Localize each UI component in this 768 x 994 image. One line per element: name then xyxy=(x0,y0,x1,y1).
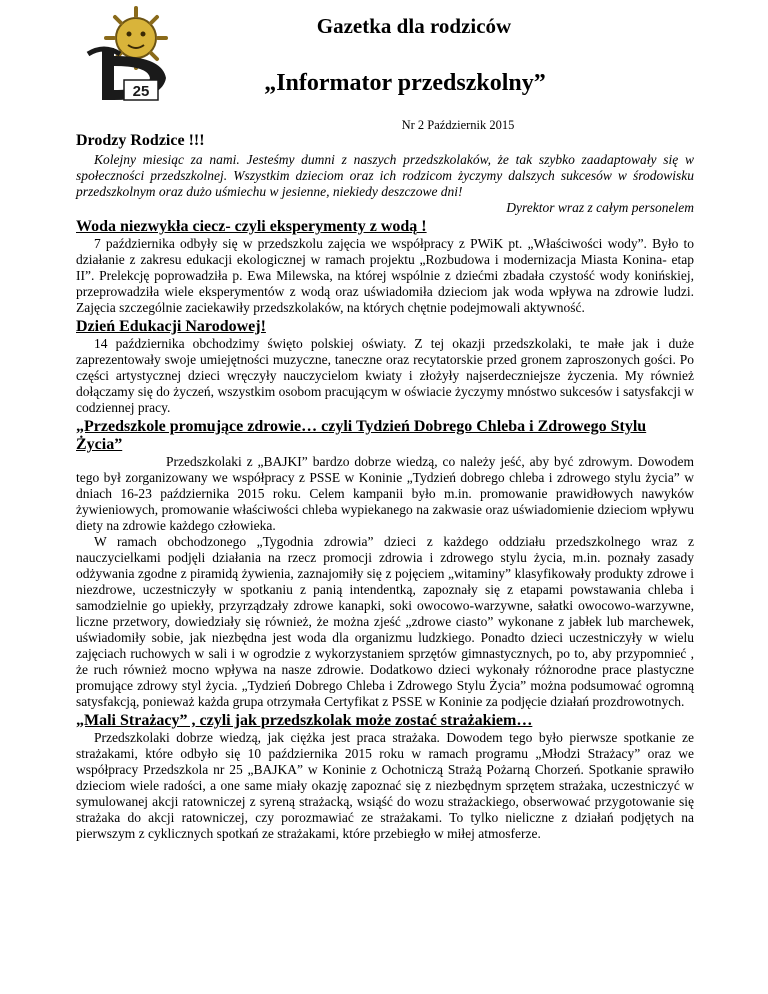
section-heading-water: Woda niezwykła ciecz- czyli eksperymenty z wodą ! xyxy=(76,218,427,235)
greeting-heading: Drodzy Rodzice !!! xyxy=(76,132,205,149)
section-paragraph-health-2: W ramach obchodzonego „Tygodnia zdrowia” dzieci z każdego oddziału przedszkolnego wraz z nauczycielkami podjęli działania na rzecz promocji zdrowia i zdrowego stylu życia, m.in. poznały zasady odżywania zgodne z piramidą żywienia, zaznajomiły się z pojęciem „witaminy” klasyfikowały produkty zdrowe i niezdrowe, uczestniczyły w spotkaniu z panią intendentką, zapoznały się z etapami powstawania chleba i samodzielnie go upiekły, przyrządzały zdrowe kanapki, soki owocowo-warzywne, sałatki owocowo-warzywne, liczne przetwory, dowiedziały się również, że można zjeść „zdrowe ciasto” wykonane z jabłek lub marchewek, uświadomiły sobie, jak niezbędna jest woda dla organizmu ludzkiego. Ponadto dzieci uczestniczyły w wielu zajęciach ruchowych w sali i w ogrodzie z wykorzystaniem sprzętów gimnastycznych, po to, aby przypomnieć , że ruch również mocno wpływa na nasze zdrowie. Dodatkowo dzieci wykonały różnorodne prace plastyczne promujące zdrowy styl życia. „Tydzień Dobrego Chleba i Zdrowego Stylu Życia” można podsumować ogromną satysfakcją, ponieważ każda grupa otrzymała Certyfikat z PSSE w Koninie za podjęcie działań prozdrowotnych. xyxy=(76,534,694,709)
section-heading-firefighters: „Mali Strażacy” , czyli jak przedszkolak może zostać strażakiem… xyxy=(76,712,533,729)
section-heading-education-day: Dzień Edukacji Narodowej! xyxy=(76,318,266,335)
section-paragraph-education-day: 14 października obchodzimy święto polskiej oświaty. Z tej okazji przedszkolaki, te małe jak i duże zaprezentowały swoje umiejętności muzyczne, taneczne oraz recytatorskie przed gronem zaproszonych gości. Po części artystycznej dzieci wręczyły nauczycielom kwiaty i złożyły najserdeczniejsze życzenia. My również dołączamy się do życzeń, wszystkim osobom pracującym w oświacie życzymy mnóstwo sukcesów i satysfakcji w codziennej pracy. xyxy=(76,336,694,415)
newsletter-title: Gazetka dla rodziców xyxy=(316,14,512,38)
section-paragraph-firefighters: Przedszkolaki dobrze wiedzą, jak ciężka jest praca strażaka. Dowodem tego było pierwsze spotkanie ze strażakami, które odbyło się 10 października 2015 roku w ramach programu „Młodzi Strażacy” oraz we współpracy Przedszkola nr 25 „BAJKA” w Koninie z Ochotniczą Strażą Pożarną Chorzeń. Spotkanie sprawiło dzieciom wiele radości, a one same miały okazję zapoznać się z niezbędnym sprzętem strażaka, uczestniczyć w symulowanej akcji ratowniczej z syreną strażacką, wsiąść do wozu strażackiego, obserwować przygotowanie się strażaka do akcji ratowniczej, czy porozmawiać ze strażakami. To tylko nieliczne z działań podjętych na pierwszym z cyklicznych spotkań ze strażakami, które przebiegło w miłej atmosferze. xyxy=(76,730,694,841)
newsletter-subtitle: „Informator przedszkolny” xyxy=(264,70,546,96)
intro-signature: Dyrektor wraz z całym personelem xyxy=(506,200,694,215)
article-content xyxy=(76,152,694,842)
section-paragraph-water: 7 października odbyły się w przedszkolu zajęcia we współpracy z PWiK pt. „Właściwości wody”. Było to działanie z zakresu edukacji ekologicznej w ramach projektu „Rozbudowa i modernizacja Miasta Konina- etap II”. Prelekcję poprowadziła p. Ewa Milewska, na której wspólnie z dziećmi zbadała czystość wody konińskiej, przeprowadziła wiele eksperymentów z wodą oraz uświadomiła dzieciom jak woda wpływa na zdrowie ludzi. Zajęcia szczególnie zaciekawiły przedszkolaków, na których chętnie podejmowali aktywność. xyxy=(76,236,694,315)
section-heading-health: „Przedszkole promujące zdrowie… czyli Tydzień Dobrego Chleba i Zdrowego Stylu Życia” xyxy=(76,418,647,453)
logo-number: 25 xyxy=(132,83,150,100)
section-paragraph-health-1: Przedszkolaki z „BAJKI” bardzo dobrze wiedzą, co należy jeść, aby być zdrowym. Dowodem tego był zorganizowany we współpracy z PSSE w Koninie „Tydzień dobrego chleba i zdrowego stylu życia” w dniach 16-23 października 2015 roku. Celem kampanii było m.in. promowanie prawidłowych nawyków żywieniowych, promowanie właściwości chleba wypiekanego na zakwasie oraz uświadomienie dzieciom wpływu diety na zdrowie każdego człowieka. xyxy=(76,454,694,533)
intro-paragraph: Kolejny miesiąc za nami. Jesteśmy dumni z naszych przedszkolaków, że tak szybko zaadaptowały się w społeczności przedszkolnej. Wszystkim dzieciom oraz ich rodzicom życzymy dalszych sukcesów w środowisku przedszkolnym oraz dużo uśmiechu w jesienne, niekiedy deszczowe dni! xyxy=(76,152,694,199)
issue-info: Nr 2 Październik 2015 xyxy=(401,118,515,132)
